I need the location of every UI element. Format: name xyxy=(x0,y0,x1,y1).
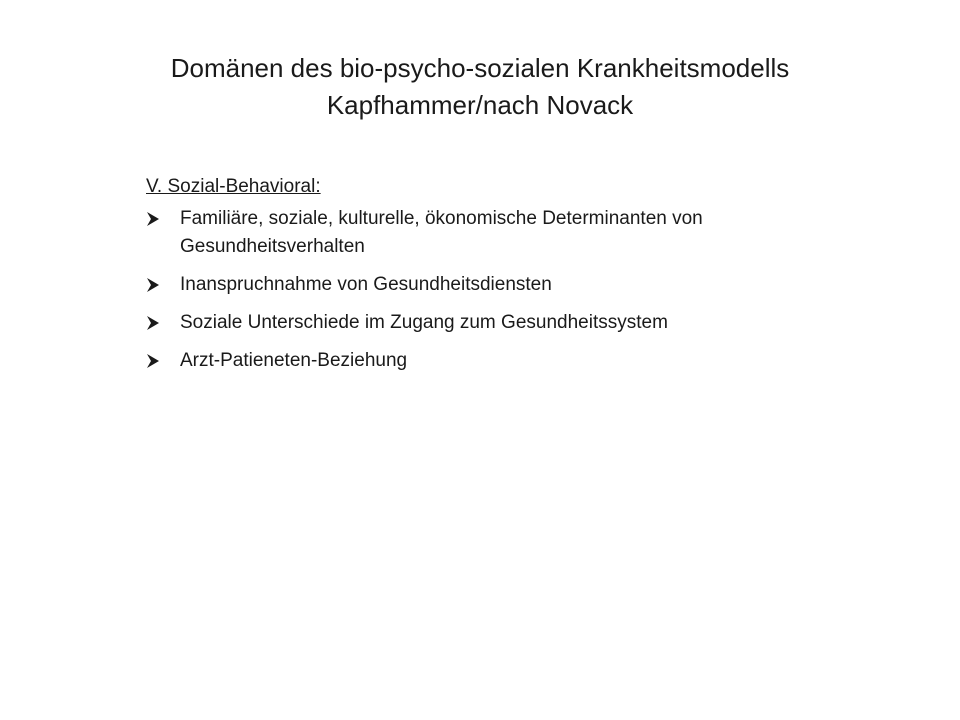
slide-title xyxy=(60,50,900,124)
bullet-item xyxy=(98,347,858,375)
slide-content xyxy=(98,173,858,385)
arrow-bullet-icon xyxy=(146,271,180,299)
slide-title-line-2: Kapfhammer/nach Novack xyxy=(326,90,634,120)
bullet-text: Familiäre, soziale, kulturelle, ökonomische Determinanten von Gesundheitsverhalten xyxy=(180,208,703,257)
bullet-item xyxy=(98,309,858,337)
bullet-text: Inanspruchnahme von Gesundheitsdiensten xyxy=(180,274,552,295)
bullet-list xyxy=(98,205,858,375)
slide-title-line-1: Domänen des bio-psycho-sozialen Krankheitsmodells xyxy=(170,53,790,83)
bullet-text: Soziale Unterschiede im Zugang zum Gesundheitssystem xyxy=(180,312,668,333)
bullet-item xyxy=(98,205,858,261)
bullet-item xyxy=(98,271,858,299)
arrow-bullet-icon xyxy=(146,347,180,375)
arrow-bullet-icon xyxy=(146,309,180,337)
arrow-bullet-icon xyxy=(146,205,180,233)
section-heading: V. Sozial-Behavioral: xyxy=(146,176,321,197)
bullet-text: Arzt-Patieneten-Beziehung xyxy=(180,350,408,371)
